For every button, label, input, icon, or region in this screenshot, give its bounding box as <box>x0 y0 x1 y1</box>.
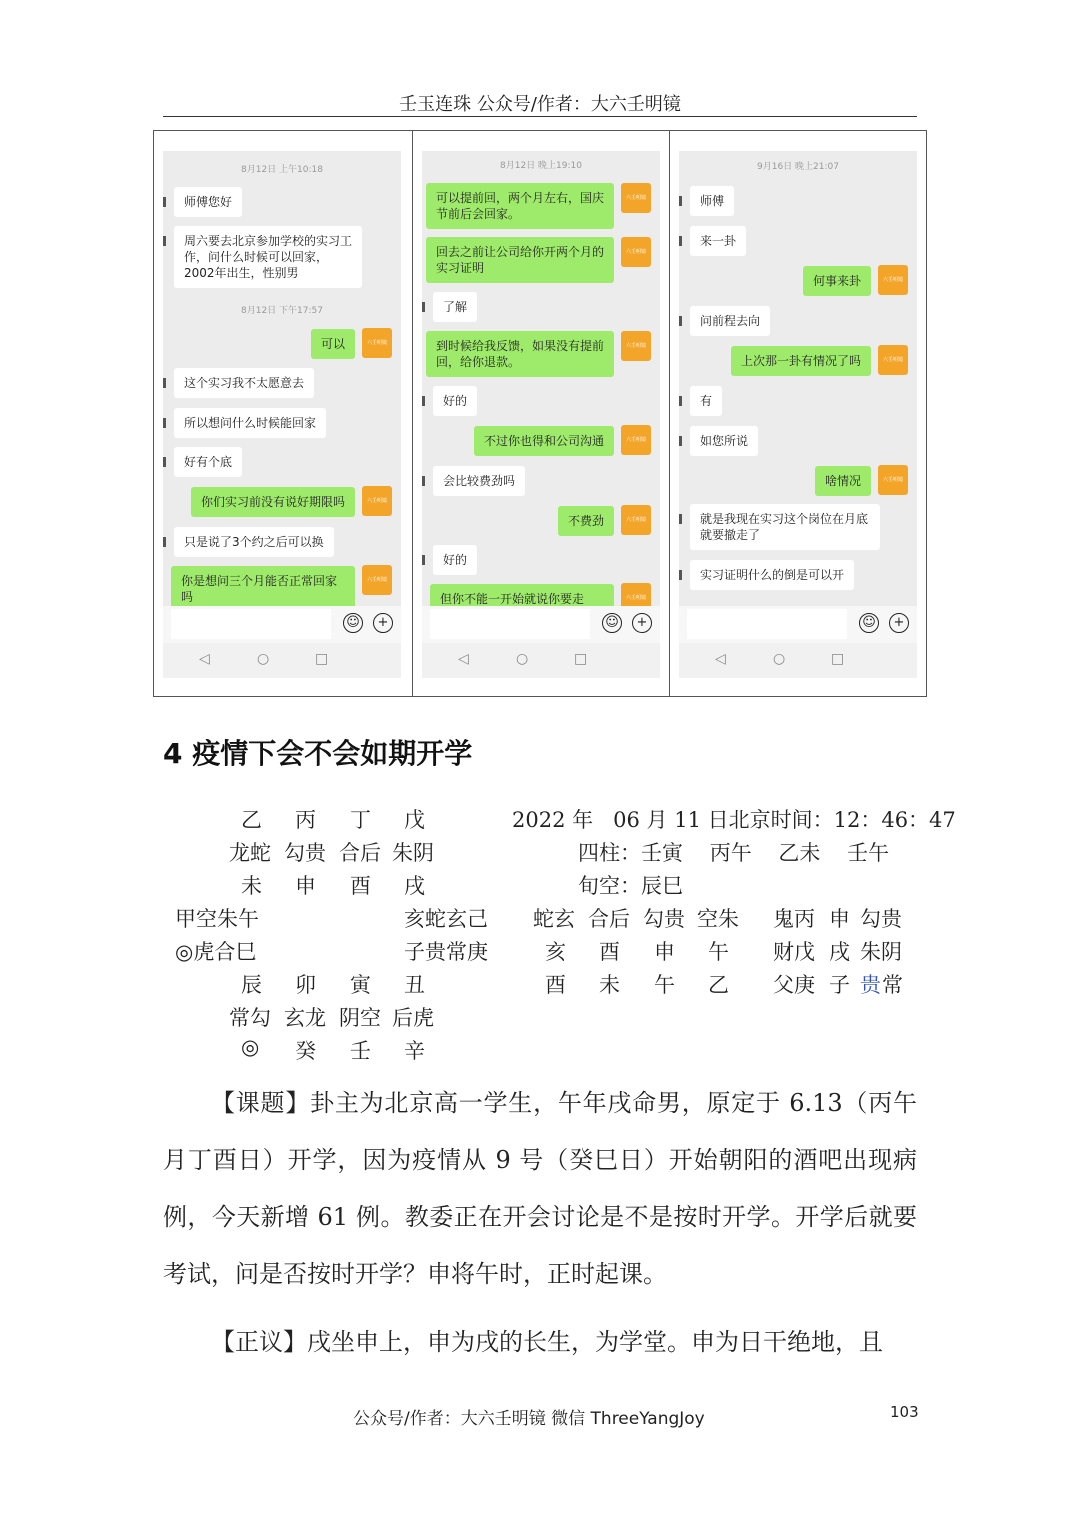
message-bubble-in[interactable]: 了解 <box>433 292 477 322</box>
chuan-cell: 财戊 <box>773 940 815 964</box>
chart-cell: 申 <box>295 874 316 898</box>
home-icon[interactable]: ○ <box>257 651 270 667</box>
input-bar <box>163 606 401 643</box>
chart-cell: 癸 <box>295 1039 316 1063</box>
avatar[interactable]: 六壬明镜 <box>621 425 651 455</box>
back-icon[interactable]: ◁ <box>715 651 726 667</box>
chuan-cell: 常 <box>882 973 903 997</box>
chart-cell: 丑 <box>404 973 425 997</box>
home-icon[interactable]: ○ <box>516 651 529 667</box>
chart-cell: 辛 <box>404 1039 425 1063</box>
chart-cell: ◎虎合巳 <box>175 940 257 964</box>
paragraph-keti: 【课题】卦主为北京高一学生，午年戌命男，原定于 6.13（丙午月丁酉日）开学，因为疫情从 9 号（癸巳日）开始朝阳的酒吧出现病例，今天新增 61 例。教委正在开会讨论是不是按时开学。开学后就要考试，问是否按时开学？申将午时，正时起课。 <box>163 1089 917 1288</box>
message-bubble-out[interactable]: 何事来卦 <box>803 266 871 296</box>
chart-date: 2022 年 06 月 11 日北京时间：12：46：47 <box>512 808 956 832</box>
system-nav-bar <box>422 643 660 678</box>
plus-icon[interactable]: + <box>373 613 393 633</box>
avatar[interactable]: 六壬明镜 <box>362 486 392 516</box>
chat-area[interactable] <box>422 151 660 606</box>
message-bubble-out[interactable]: 上次那一卦有情况了吗 <box>731 346 871 376</box>
avatar[interactable]: 六壬明镜 <box>621 505 651 535</box>
chart-cell: 卯 <box>295 973 316 997</box>
page-footer: 公众号/作者：大六壬明镜 微信 ThreeYangJoy <box>353 1409 705 1429</box>
message-bubble-out[interactable]: 你是想问三个月能否正常回家吗 <box>171 566 355 606</box>
message-bubble-in[interactable]: 所以想问什么时候能回家 <box>174 408 326 438</box>
message-bubble-out[interactable]: 可以提前回，两个月左右，国庆节前后会回家。 <box>426 183 614 229</box>
chuan-cell: 戌 <box>829 940 850 964</box>
smiley-icon[interactable]: ☺ <box>343 613 363 633</box>
ke-cell: 酉 <box>545 973 566 997</box>
ke-cell: 午 <box>708 940 729 964</box>
ke-cell: 亥 <box>545 940 566 964</box>
page-header: 壬玉连珠 公众号/作者：大六壬明镜 <box>399 94 681 115</box>
message-bubble-in[interactable]: 师傅 <box>690 186 734 216</box>
message-bubble-in[interactable]: 就是我现在实习这个岗位在月底就要撤走了 <box>690 504 880 550</box>
timestamp: 8月12日 上午10:18 <box>241 165 323 175</box>
chuan-cell: 子 <box>829 973 850 997</box>
message-input[interactable] <box>430 609 590 639</box>
chart-cell: 酉 <box>350 874 371 898</box>
chuan-cell: 申 <box>829 907 850 931</box>
screenshot-panel <box>153 130 927 697</box>
system-nav-bar <box>679 643 917 678</box>
section-title: 4 疫情下会不会如期开学 <box>163 737 473 770</box>
chuan-cell-gui: 贵 <box>860 973 881 997</box>
ke-cell: 勾贵 <box>643 907 685 931</box>
home-icon[interactable]: ○ <box>773 651 786 667</box>
timestamp: 8月12日 晚上19:10 <box>500 161 582 171</box>
chart-cell: 寅 <box>350 973 371 997</box>
message-bubble-in[interactable]: 好的 <box>433 386 477 416</box>
message-bubble-in[interactable]: 问前程去向 <box>690 306 770 336</box>
panel-divider <box>669 131 670 696</box>
message-bubble-in[interactable]: 有 <box>690 386 722 416</box>
message-bubble-in[interactable]: 好的 <box>433 545 477 575</box>
chart-cell: 龙蛇 <box>229 841 271 865</box>
message-bubble-out[interactable]: 到时候给我反馈，如果没有提前回，给你退款。 <box>426 331 614 377</box>
chart-cell: 未 <box>241 874 262 898</box>
system-nav-bar <box>163 643 401 678</box>
message-bubble-in[interactable]: 只是说了3个约之后可以换 <box>174 527 334 557</box>
phone-screen-1 <box>163 151 401 678</box>
recent-apps-icon[interactable]: □ <box>574 651 588 667</box>
message-bubble-in[interactable]: 这个实习我不太愿意去 <box>174 368 314 398</box>
chat-area[interactable] <box>163 151 401 606</box>
back-icon[interactable]: ◁ <box>458 651 469 667</box>
chuan-cell: 勾贵 <box>860 907 902 931</box>
ke-cell: 乙 <box>708 973 729 997</box>
message-input[interactable] <box>687 609 847 639</box>
timestamp: 9月16日 晚上21:07 <box>757 162 839 172</box>
chart-sizhu: 四柱：壬寅 丙午 乙未 壬午 <box>578 841 890 865</box>
chart-cell: 朱阴 <box>392 841 434 865</box>
ke-cell: 申 <box>654 940 675 964</box>
chart-cell: 玄龙 <box>284 1006 326 1030</box>
chart-cell: 丁 <box>350 808 371 832</box>
message-bubble-out[interactable]: 啥情况 <box>815 466 871 496</box>
input-bar <box>422 606 660 643</box>
page-number: 103 <box>890 1403 919 1421</box>
message-bubble-out[interactable]: 但你不能一开始就说你要走 <box>430 584 614 606</box>
chart-cell: 亥蛇玄己 <box>404 907 488 931</box>
back-icon[interactable]: ◁ <box>199 651 210 667</box>
ke-cell: 空朱 <box>697 907 739 931</box>
avatar[interactable]: 六壬明镜 <box>362 565 392 595</box>
message-input[interactable] <box>171 609 331 639</box>
phone-screen-2 <box>422 151 660 678</box>
plus-icon[interactable]: + <box>889 613 909 633</box>
avatar[interactable]: 六壬明镜 <box>621 183 651 213</box>
chart-cell: 合后 <box>339 841 381 865</box>
ke-cell: 未 <box>599 973 620 997</box>
message-bubble-in[interactable]: 师傅您好 <box>174 187 242 217</box>
avatar[interactable]: 六壬明镜 <box>621 237 651 267</box>
chart-cell: 戊 <box>404 808 425 832</box>
message-bubble-in[interactable]: 实习证明什么的倒是可以开 <box>690 560 854 590</box>
header-rule <box>163 116 917 117</box>
chart-cell: ◎ <box>241 1035 260 1059</box>
chart-cell: 勾贵 <box>284 841 326 865</box>
message-bubble-in[interactable]: 如您所说 <box>690 426 758 456</box>
avatar[interactable]: 六壬明镜 <box>878 465 908 495</box>
message-bubble-out[interactable]: 不过你也得和公司沟通 <box>474 426 614 456</box>
chart-cell: 子贵常庚 <box>404 940 488 964</box>
chart-cell: 乙 <box>241 808 262 832</box>
paragraph-zhengyi: 【正议】戌坐申上，申为戌的长生，为学堂。申为日干绝地，且 <box>211 1328 883 1356</box>
chart-cell: 丙 <box>295 808 316 832</box>
ke-cell: 酉 <box>599 940 620 964</box>
smiley-icon[interactable]: ☺ <box>859 613 879 633</box>
chart-cell: 辰 <box>241 973 262 997</box>
chart-xunkong: 旬空：辰巳 <box>578 874 683 898</box>
chuan-cell: 朱阴 <box>860 940 902 964</box>
chart-cell: 常勾 <box>229 1006 271 1030</box>
phone-screen-3 <box>679 151 917 678</box>
smiley-icon[interactable]: ☺ <box>602 613 622 633</box>
timestamp: 8月12日 下午17:57 <box>241 306 323 316</box>
chuan-cell: 父庚 <box>773 973 815 997</box>
recent-apps-icon[interactable]: □ <box>831 651 845 667</box>
chart-cell: 戌 <box>404 874 425 898</box>
message-bubble-out[interactable]: 不费劲 <box>558 506 614 536</box>
avatar[interactable]: 六壬明镜 <box>621 583 651 606</box>
recent-apps-icon[interactable]: □ <box>315 651 329 667</box>
chart-cell: 壬 <box>350 1039 371 1063</box>
ke-cell: 午 <box>654 973 675 997</box>
message-bubble-in[interactable]: 周六要去北京参加学校的实习工作，问什么时候可以回家，2002年出生，性别男 <box>174 226 362 288</box>
message-bubble-in[interactable]: 会比较费劲吗 <box>433 466 525 496</box>
chuan-cell: 鬼丙 <box>773 907 815 931</box>
chart-cell: 后虎 <box>392 1006 434 1030</box>
chat-area[interactable] <box>679 151 917 606</box>
message-bubble-out[interactable]: 回去之前让公司给你开两个月的实习证明 <box>426 237 614 283</box>
avatar[interactable]: 六壬明镜 <box>362 328 392 358</box>
chart-cell: 阴空 <box>339 1006 381 1030</box>
ke-cell: 蛇玄 <box>533 907 575 931</box>
plus-icon[interactable]: + <box>632 613 652 633</box>
message-bubble-in[interactable]: 来一卦 <box>690 226 746 256</box>
avatar[interactable]: 六壬明镜 <box>621 331 651 361</box>
avatar[interactable]: 六壬明镜 <box>878 345 908 375</box>
message-bubble-in[interactable]: 好有个底 <box>174 447 242 477</box>
avatar[interactable]: 六壬明镜 <box>878 265 908 295</box>
message-bubble-out[interactable]: 可以 <box>311 329 355 359</box>
message-bubble-out[interactable]: 你们实习前没有说好期限吗 <box>191 487 355 517</box>
input-bar <box>679 606 917 643</box>
chart-cell: 甲空朱午 <box>175 907 259 931</box>
panel-divider <box>412 131 413 696</box>
ke-cell: 合后 <box>588 907 630 931</box>
